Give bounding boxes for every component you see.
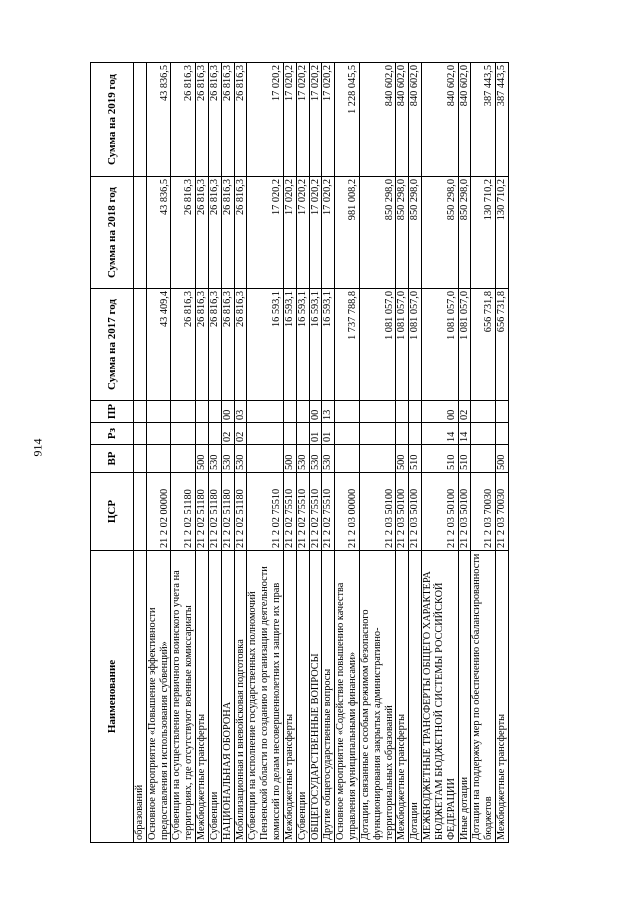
- cell-pr: [396, 401, 409, 423]
- cell-pr: [296, 401, 309, 423]
- table-row: [134, 63, 147, 843]
- cell-y2017: 26 816,3: [234, 289, 247, 401]
- cell-pr: [196, 401, 209, 423]
- cell-rz: [296, 423, 309, 445]
- cell-csr: 21 2 03 50100: [422, 473, 458, 551]
- cell-y2019: 26 816,3: [196, 63, 209, 177]
- cell-y2018: 17 020,2: [322, 177, 335, 289]
- cell-rz: [335, 423, 360, 445]
- cell-y2017: 16 593,1: [322, 289, 335, 401]
- cell-vr: [146, 445, 171, 473]
- table-row: [422, 63, 458, 843]
- budget-table: [90, 62, 509, 843]
- cell-name: Основное мероприятие «Содействие повышению качества управления муниципальными финансами»: [335, 551, 360, 843]
- cell-vr: [171, 445, 196, 473]
- cell-rz: [247, 423, 283, 445]
- cell-csr: 21 2 02 51180: [221, 473, 234, 551]
- cell-vr: 530: [208, 445, 221, 473]
- table-row: [296, 63, 309, 843]
- cell-rz: [471, 423, 496, 445]
- cell-vr: 530: [234, 445, 247, 473]
- cell-y2018: 130 710,2: [496, 177, 509, 289]
- cell-rz: [171, 423, 196, 445]
- header-2019: Сумма на 2019 год: [91, 63, 134, 177]
- cell-pr: [171, 401, 196, 423]
- cell-rz: [146, 423, 171, 445]
- cell-rz: [283, 423, 296, 445]
- cell-y2019: 840 602,0: [458, 63, 471, 177]
- cell-y2019: 840 602,0: [422, 63, 458, 177]
- cell-y2018: 17 020,2: [309, 177, 322, 289]
- cell-vr: [134, 445, 147, 473]
- table-row: [208, 63, 221, 843]
- cell-rz: [196, 423, 209, 445]
- cell-vr: 530: [322, 445, 335, 473]
- cell-rz: [496, 423, 509, 445]
- table-row: [196, 63, 209, 843]
- cell-rz: 01: [309, 423, 322, 445]
- table-row: [234, 63, 247, 843]
- cell-name: Межбюджетные трансферты: [283, 551, 296, 843]
- cell-y2017: 1 081 057,0: [359, 289, 395, 401]
- cell-y2017: 1 081 057,0: [409, 289, 422, 401]
- cell-vr: 530: [221, 445, 234, 473]
- cell-name: Другие общегосударственные вопросы: [322, 551, 335, 843]
- table-row: [247, 63, 283, 843]
- cell-y2019: 26 816,3: [221, 63, 234, 177]
- header-csr: ЦСР: [91, 473, 134, 551]
- cell-vr: 500: [496, 445, 509, 473]
- cell-y2018: 26 816,3: [171, 177, 196, 289]
- cell-y2017: 656 731,8: [496, 289, 509, 401]
- cell-pr: [146, 401, 171, 423]
- cell-y2018: 26 816,3: [221, 177, 234, 289]
- cell-vr: 500: [283, 445, 296, 473]
- cell-vr: 530: [309, 445, 322, 473]
- cell-rz: [208, 423, 221, 445]
- cell-y2019: [134, 63, 147, 177]
- cell-y2017: 16 593,1: [283, 289, 296, 401]
- cell-y2017: 1 081 057,0: [422, 289, 458, 401]
- table-row: [496, 63, 509, 843]
- cell-csr: [134, 473, 147, 551]
- cell-y2017: 1 081 057,0: [458, 289, 471, 401]
- table-row: [221, 63, 234, 843]
- header-name: Наименование: [91, 551, 134, 843]
- cell-y2018: 17 020,2: [247, 177, 283, 289]
- cell-vr: 530: [296, 445, 309, 473]
- cell-rz: [409, 423, 422, 445]
- cell-csr: 21 2 03 50100: [458, 473, 471, 551]
- cell-vr: 500: [396, 445, 409, 473]
- cell-y2019: 840 602,0: [396, 63, 409, 177]
- cell-name: МЕЖБЮДЖЕТНЫЕ ТРАНСФЕРТЫ ОБЩЕГО ХАРАКТЕРА БЮДЖЕТАМ БЮДЖЕТНОЙ СИСТЕМЫ РОССИЙСКОЙ ФЕДЕРАЦИИ: [422, 551, 458, 843]
- cell-pr: 03: [234, 401, 247, 423]
- cell-y2018: 850 298,0: [422, 177, 458, 289]
- cell-rz: 02: [221, 423, 234, 445]
- cell-pr: [335, 401, 360, 423]
- cell-y2017: 16 593,1: [247, 289, 283, 401]
- header-vr: ВР: [91, 445, 134, 473]
- cell-vr: 510: [458, 445, 471, 473]
- cell-y2018: 850 298,0: [359, 177, 395, 289]
- table-row: [322, 63, 335, 843]
- cell-y2019: 17 020,2: [283, 63, 296, 177]
- cell-name: Дотации на поддержку мер по обеспечению сбалансированности бюджетов: [471, 551, 496, 843]
- cell-y2017: 26 816,3: [171, 289, 196, 401]
- cell-vr: [335, 445, 360, 473]
- cell-pr: [134, 401, 147, 423]
- header-rz: Рз: [91, 423, 134, 445]
- cell-y2019: 17 020,2: [296, 63, 309, 177]
- cell-vr: 510: [422, 445, 458, 473]
- cell-name: Субвенции на исполнение государственных полномочий Пензенской области по созданию и организации деятельности комиссий по делам несовершеннолетних и защите их прав: [247, 551, 283, 843]
- cell-name: Дотации: [409, 551, 422, 843]
- cell-name: ОБЩЕГОСУДАРСТВЕННЫЕ ВОПРОСЫ: [309, 551, 322, 843]
- cell-y2017: 26 816,3: [196, 289, 209, 401]
- header-2018: Сумма на 2018 год: [91, 177, 134, 289]
- cell-name: Иные дотации: [458, 551, 471, 843]
- cell-vr: [247, 445, 283, 473]
- cell-y2019: 43 836,5: [146, 63, 171, 177]
- cell-csr: 21 2 03 50100: [409, 473, 422, 551]
- cell-y2017: 43 409,4: [146, 289, 171, 401]
- cell-y2019: 387 443,5: [496, 63, 509, 177]
- cell-y2017: 1 081 057,0: [396, 289, 409, 401]
- cell-pr: 13: [322, 401, 335, 423]
- cell-rz: 14: [422, 423, 458, 445]
- cell-pr: 02: [458, 401, 471, 423]
- page-number: 914: [30, 438, 45, 457]
- cell-name: Субвенции на осуществление первичного воинского учета на территориях, где отсутствуют военные комиссариаты: [171, 551, 196, 843]
- cell-rz: [134, 423, 147, 445]
- table-row: [171, 63, 196, 843]
- cell-rz: [396, 423, 409, 445]
- cell-csr: 21 2 03 70030: [496, 473, 509, 551]
- cell-y2019: 1 228 045,5: [335, 63, 360, 177]
- cell-vr: [359, 445, 395, 473]
- cell-y2019: 387 443,5: [471, 63, 496, 177]
- cell-name: Дотации, связанные с особым режимом безопасного функционирования закрытых административно-территориальных образований: [359, 551, 395, 843]
- cell-csr: 21 2 02 75510: [247, 473, 283, 551]
- cell-y2017: 16 593,1: [309, 289, 322, 401]
- header-2017: Сумма на 2017 год: [91, 289, 134, 401]
- cell-rz: 02: [234, 423, 247, 445]
- cell-csr: 21 2 02 51180: [234, 473, 247, 551]
- table-row: [471, 63, 496, 843]
- cell-y2018: 26 816,3: [196, 177, 209, 289]
- table-body: [134, 63, 509, 843]
- cell-y2017: 26 816,3: [221, 289, 234, 401]
- cell-y2018: 850 298,0: [458, 177, 471, 289]
- cell-y2019: 17 020,2: [309, 63, 322, 177]
- cell-y2018: 850 298,0: [409, 177, 422, 289]
- cell-csr: 21 2 03 00000: [335, 473, 360, 551]
- table-row: [396, 63, 409, 843]
- cell-csr: 21 2 02 75510: [283, 473, 296, 551]
- cell-y2017: 656 731,8: [471, 289, 496, 401]
- cell-csr: 21 2 02 75510: [309, 473, 322, 551]
- cell-y2019: 17 020,2: [322, 63, 335, 177]
- cell-y2019: 26 816,3: [208, 63, 221, 177]
- budget-table-container: [90, 63, 509, 843]
- cell-vr: [471, 445, 496, 473]
- cell-y2018: 981 008,2: [335, 177, 360, 289]
- cell-y2019: 840 602,0: [409, 63, 422, 177]
- table-row: [335, 63, 360, 843]
- cell-y2018: [134, 177, 147, 289]
- cell-csr: 21 2 02 75510: [296, 473, 309, 551]
- cell-csr: 21 2 02 51180: [208, 473, 221, 551]
- table-header-row: [91, 63, 134, 843]
- cell-pr: [208, 401, 221, 423]
- cell-csr: 21 2 03 70030: [471, 473, 496, 551]
- table-row: [283, 63, 296, 843]
- cell-csr: 21 2 03 50100: [359, 473, 395, 551]
- cell-y2018: 17 020,2: [296, 177, 309, 289]
- cell-pr: [471, 401, 496, 423]
- cell-y2019: 26 816,3: [171, 63, 196, 177]
- cell-csr: 21 2 02 51180: [171, 473, 196, 551]
- cell-pr: 00: [422, 401, 458, 423]
- cell-name: Межбюджетные трансферты: [196, 551, 209, 843]
- cell-pr: [409, 401, 422, 423]
- cell-name: Субвенции: [296, 551, 309, 843]
- cell-rz: 14: [458, 423, 471, 445]
- cell-y2017: [134, 289, 147, 401]
- cell-y2018: 43 836,5: [146, 177, 171, 289]
- cell-pr: 00: [221, 401, 234, 423]
- cell-y2017: 16 593,1: [296, 289, 309, 401]
- cell-y2018: 17 020,2: [283, 177, 296, 289]
- table-row: [359, 63, 395, 843]
- cell-name: Межбюджетные трансферты: [496, 551, 509, 843]
- cell-name: образований: [134, 551, 147, 843]
- cell-y2018: 26 816,3: [234, 177, 247, 289]
- cell-y2017: 1 737 788,8: [335, 289, 360, 401]
- table-row: [146, 63, 171, 843]
- cell-csr: 21 2 03 50100: [396, 473, 409, 551]
- cell-pr: 00: [309, 401, 322, 423]
- cell-pr: [496, 401, 509, 423]
- cell-pr: [359, 401, 395, 423]
- cell-csr: 21 2 02 00000: [146, 473, 171, 551]
- cell-name: Субвенции: [208, 551, 221, 843]
- cell-name: Межбюджетные трансферты: [396, 551, 409, 843]
- cell-vr: 510: [409, 445, 422, 473]
- cell-csr: 21 2 02 75510: [322, 473, 335, 551]
- header-pr: ПР: [91, 401, 134, 423]
- cell-y2019: 26 816,3: [234, 63, 247, 177]
- cell-rz: 01: [322, 423, 335, 445]
- cell-rz: [359, 423, 395, 445]
- table-row: [309, 63, 322, 843]
- cell-pr: [247, 401, 283, 423]
- cell-name: Основное мероприятие «Повышение эффективности предоставления и использования субвенций»: [146, 551, 171, 843]
- cell-y2019: 17 020,2: [247, 63, 283, 177]
- cell-name: НАЦИОНАЛЬНАЯ ОБОРОНА: [221, 551, 234, 843]
- table-row: [458, 63, 471, 843]
- table-row: [409, 63, 422, 843]
- cell-y2018: 850 298,0: [396, 177, 409, 289]
- cell-csr: 21 2 02 51180: [196, 473, 209, 551]
- cell-vr: 500: [196, 445, 209, 473]
- cell-y2017: 26 816,3: [208, 289, 221, 401]
- cell-name: Мобилизационная и вневойсковая подготовка: [234, 551, 247, 843]
- cell-pr: [283, 401, 296, 423]
- cell-y2018: 26 816,3: [208, 177, 221, 289]
- cell-y2018: 130 710,2: [471, 177, 496, 289]
- cell-y2019: 840 602,0: [359, 63, 395, 177]
